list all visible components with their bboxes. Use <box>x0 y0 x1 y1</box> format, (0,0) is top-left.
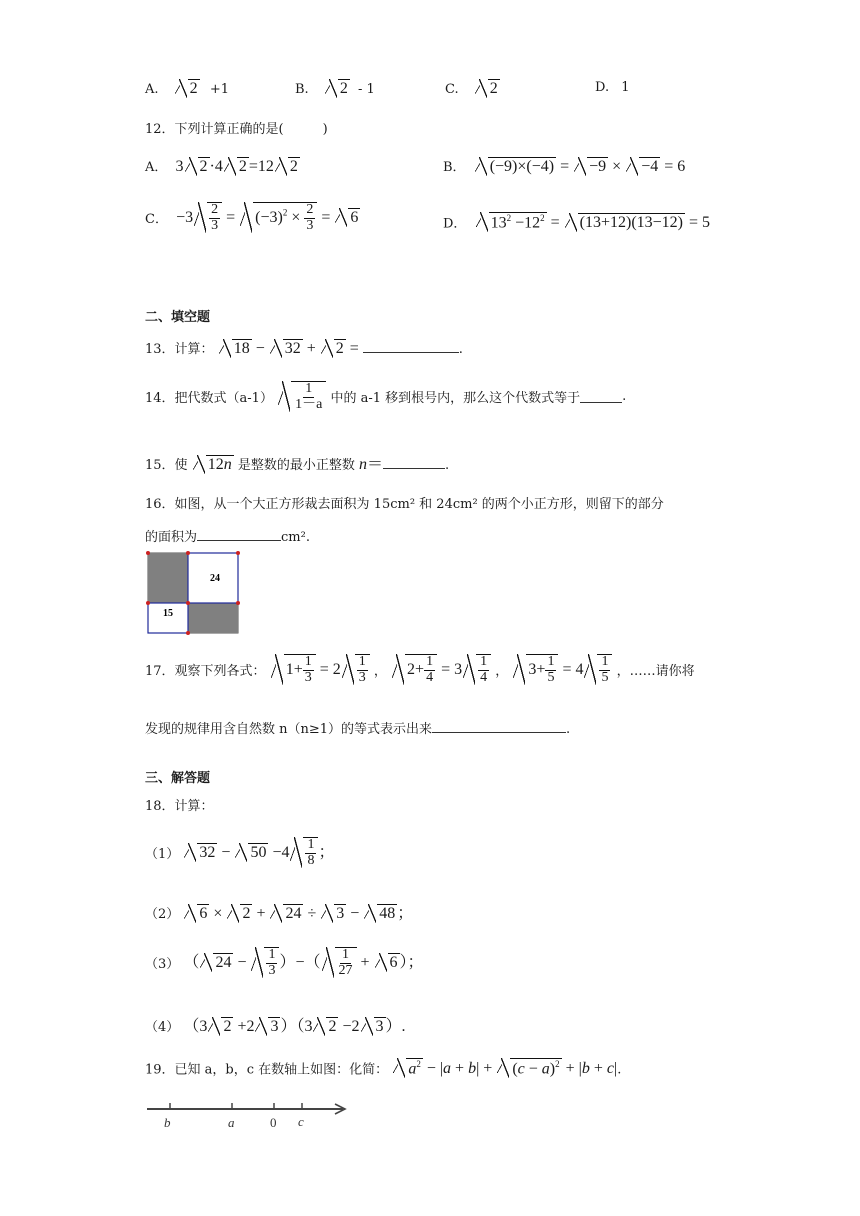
q15 <box>145 451 449 474</box>
comma: ， <box>495 664 509 680</box>
number-line <box>145 1098 355 1132</box>
label-24: 24 <box>210 573 220 584</box>
q11-option-d <box>595 80 630 95</box>
q16-line2-prefix: 的面积为 <box>145 530 198 545</box>
q18-p4-expression: （3 2 +2 3 ）（3 2 −2 3 ）. <box>183 1018 406 1035</box>
label-0: 0 <box>270 1115 277 1130</box>
q16-line2 <box>145 526 310 545</box>
q11-option-c <box>445 79 500 98</box>
option-label: D． <box>443 216 467 232</box>
q15-middle: 是整数的最小正整数 <box>237 458 355 473</box>
q12-a-expression: 3 2 ·4 2 =12 2 <box>175 158 298 175</box>
option-label: B. <box>295 82 309 97</box>
sqrt-symbol <box>475 79 500 98</box>
q14-radical <box>278 381 326 412</box>
q13 <box>145 338 463 358</box>
variable-n: n <box>358 456 367 473</box>
part-label: （3） <box>145 957 180 973</box>
option-label: C． <box>145 212 168 228</box>
square-figure <box>145 550 241 636</box>
q12-option-a <box>145 156 300 176</box>
q19-prefix: 19．已知 a，b，c 在数轴上如图：化简： <box>145 1062 389 1078</box>
q18-part2 <box>145 900 413 923</box>
label-a: a <box>228 1115 235 1130</box>
radicand: 2 <box>489 80 498 97</box>
option-label: A． <box>145 160 168 175</box>
q18-part4 <box>145 1013 406 1036</box>
label-b: b <box>164 1115 171 1130</box>
q18-part1 <box>145 837 335 868</box>
label-c: c <box>298 1114 304 1129</box>
q17-expression-3: 3+ $\frac{1}{5}$ = 4 $\frac{1}{5}$ <box>512 661 612 678</box>
label-15: 15 <box>163 608 173 619</box>
option-d-value: 1 <box>621 80 630 95</box>
remaining-region-top-left <box>148 553 188 603</box>
part-label: （4） <box>145 1020 180 1035</box>
q12-c-expression: −3 $\frac{2}{3}$ = $(-3)^2$ × $\frac{2}{3}$ = 6 <box>176 202 359 233</box>
q11-option-a <box>145 79 229 98</box>
comma: ， <box>373 664 387 680</box>
option-label: D. <box>595 80 610 95</box>
part-label: （2） <box>145 907 180 922</box>
q16-line2-suffix: cm². <box>281 530 310 545</box>
answer-blank[interactable] <box>580 390 622 403</box>
q12-option-c <box>145 202 360 233</box>
q15-end: . <box>445 458 450 473</box>
section-title-solve: 三、解答题 <box>145 771 211 786</box>
q17-line2 <box>145 718 570 737</box>
q12-d-expression: $13^2 -12^2 = (13+12)(13-12) = 5$ <box>475 214 710 231</box>
q17-end: . <box>566 722 571 737</box>
q14-end: . <box>622 389 627 405</box>
q18-part3 <box>145 947 424 978</box>
q11-option-b <box>295 79 375 98</box>
equals-sign: ＝ <box>366 456 383 473</box>
q17-expression-2: 2+ $\frac{1}{4}$ = 3 $\frac{1}{4}$ <box>391 661 491 678</box>
sqrt-symbol <box>325 79 350 98</box>
radicand: 2 <box>339 80 348 97</box>
q12-stem: 12．下列计算正确的是( ) <box>145 122 328 137</box>
q18-p3-expression: （ 24 − $\frac{1}{3}$ ）−（ $\frac{1}{27}$ + 6 ）； <box>183 947 424 978</box>
q19 <box>145 1058 621 1078</box>
q19-expression: $a^2 - |a + b| + (c - a)^2 + |b + c|$ <box>392 1060 617 1077</box>
q15-prefix: 15．使 <box>145 458 188 473</box>
q17-expression-1: 1+ $\frac{1}{3}$ = 2 $\frac{1}{3}$ <box>270 661 370 678</box>
option-label: B． <box>443 160 466 175</box>
q17-line2-text: 发现的规律用含自然数 n（n≥1）的等式表示出来 <box>145 722 433 737</box>
q13-suffix: . <box>458 342 463 357</box>
option-a-tail: +1 <box>209 82 229 97</box>
answer-blank[interactable] <box>383 456 445 469</box>
part-label: （1） <box>145 847 180 863</box>
q13-prefix: 13．计算： <box>145 342 214 357</box>
q18-stem: 18．计算： <box>145 799 214 814</box>
option-b-tail: - 1 <box>357 82 375 97</box>
q12-b-expression: (−9)×(−4) = −9 × −4 = 6 <box>474 158 686 175</box>
option-label: C. <box>445 82 459 97</box>
answer-blank[interactable] <box>363 340 459 353</box>
fraction-numerator: 1 <box>305 381 313 396</box>
q17-line1 <box>145 654 695 685</box>
q13-expression: 18 − 32 + 2 = <box>218 340 363 357</box>
section-title-fill-in: 二、填空题 <box>145 310 211 325</box>
q14-suffix: 中的 a-1 移到根号内，那么这个代数式等于 <box>330 391 581 407</box>
q12-option-b <box>443 156 685 176</box>
option-label: A. <box>145 82 159 97</box>
q17-tail: ，……请你将 <box>616 664 695 680</box>
answer-blank[interactable] <box>432 720 566 733</box>
remaining-region-bottom-right <box>188 603 238 633</box>
q18-p2-expression: 6 × 2 + 24 ÷ 3 − 48 ； <box>183 905 413 922</box>
sqrt-symbol <box>175 79 200 98</box>
q17-prefix: 17．观察下列各式： <box>145 664 266 680</box>
answer-blank[interactable] <box>197 528 281 541</box>
q15-radical: 12n <box>193 455 234 474</box>
q18-p1-expression: 32 − 50 −4 $\frac{1}{8}$ ； <box>183 844 334 861</box>
q16-line1: 16．如图，从一个大正方形裁去面积为 15cm² 和 24cm² 的两个小正方形，则留下的部分 <box>145 497 664 512</box>
q14 <box>145 381 626 412</box>
q19-end: . <box>617 1062 622 1078</box>
fraction-denominator: 1－a <box>295 396 323 412</box>
q12-option-d <box>443 212 710 232</box>
q14-prefix: 14．把代数式（a-1） <box>145 391 273 407</box>
radicand: 2 <box>189 80 198 97</box>
